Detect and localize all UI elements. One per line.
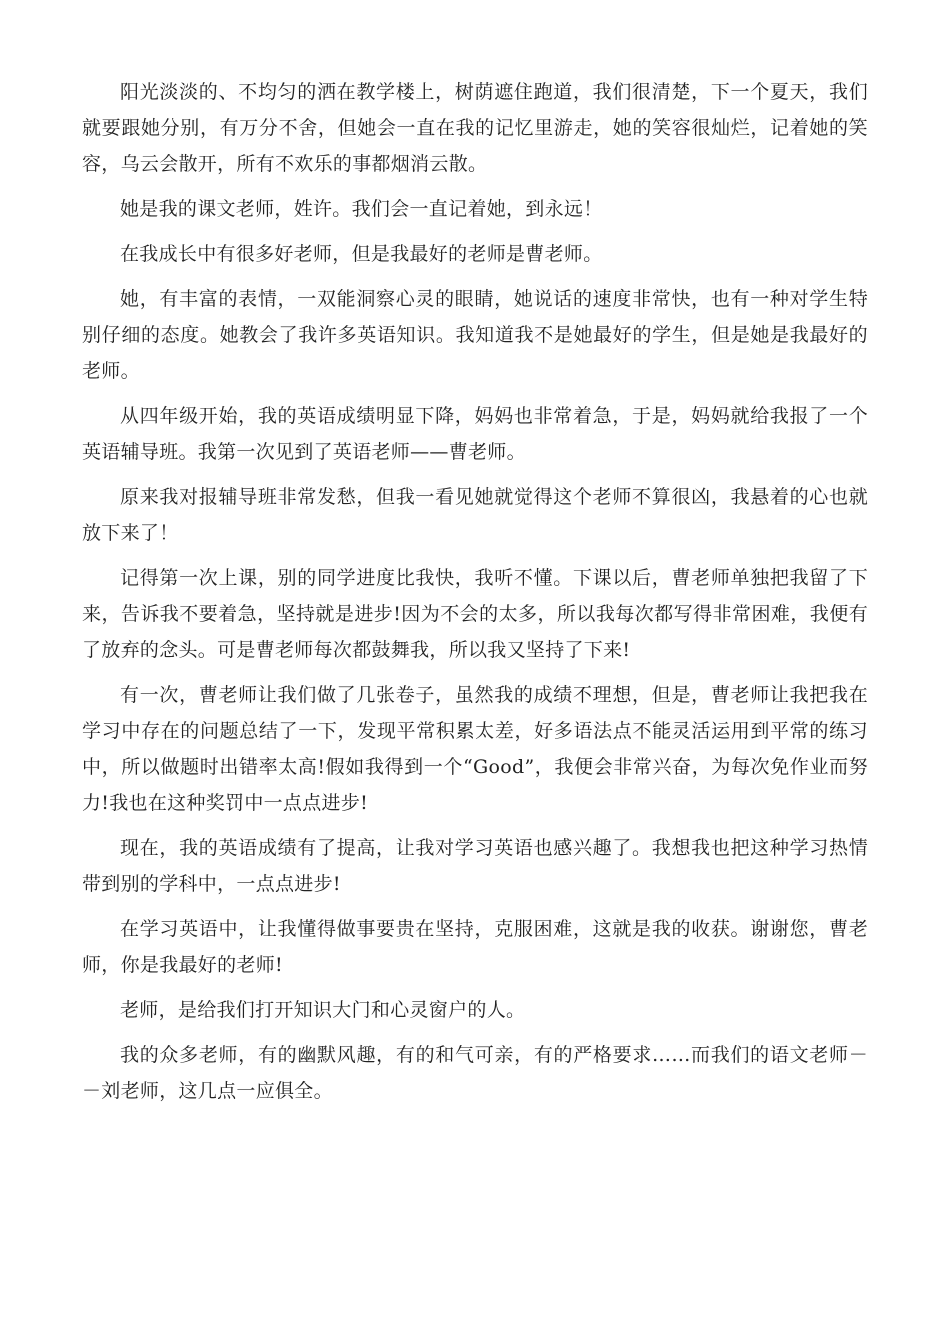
paragraph: 阳光淡淡的、不均匀的洒在教学楼上，树荫遮住跑道，我们很清楚，下一个夏天，我们就要跟她分别，有万分不舍，但她会一直在我的记忆里游走，她的笑容很灿烂，记着她的笑容，乌云会散开，所有不欢乐的事都烟消云散。 <box>82 81 868 175</box>
paragraph: 原来我对报辅导班非常发愁，但我一看见她就觉得这个老师不算很凶，我悬着的心也就放下来了！ <box>82 486 868 544</box>
document-body <box>82 74 868 1118</box>
paragraph: 在我成长中有很多好老师，但是我最好的老师是曹老师。 <box>120 243 603 265</box>
paragraph: 老师，是给我们打开知识大门和心灵窗户的人。 <box>120 999 526 1021</box>
paragraph: 记得第一次上课，别的同学进度比我快，我听不懂。下课以后，曹老师单独把我留了下来，告诉我不要着急，坚持就是进步!因为不会的太多，所以我每次都写得非常困难，我便有了放弃的念头。可是曹老师每次都鼓舞我，所以我又坚持了下来! <box>82 567 868 661</box>
paragraph: 我的众多老师，有的幽默风趣，有的和气可亲，有的严格要求……而我们的语文老师－－刘老师，这几点一应俱全。 <box>82 1044 868 1102</box>
paragraph: 从四年级开始，我的英语成绩明显下降，妈妈也非常着急，于是，妈妈就给我报了一个英语辅导班。我第一次见到了英语老师——曹老师。 <box>82 405 868 463</box>
paragraph: 有一次，曹老师让我们做了几张卷子，虽然我的成绩不理想，但是，曹老师让我把我在学习中存在的问题总结了一下，发现平常积累太差，好多语法点不能灵活运用到平常的练习中，所以做题时出错率太高!假如我得到一个“Good”，我便会非常兴奋，为每次免作业而努力!我也在这种奖罚中一点点进步! <box>82 684 868 814</box>
paragraph: 她是我的课文老师，姓许。我们会一直记着她，到永远！ <box>120 198 603 220</box>
paragraph: 她，有丰富的表情，一双能洞察心灵的眼睛，她说话的速度非常快，也有一种对学生特别仔细的态度。她教会了我许多英语知识。我知道我不是她最好的学生，但是她是我最好的老师。 <box>82 288 868 382</box>
paragraph: 在学习英语中，让我懂得做事要贵在坚持，克服困难，这就是我的收获。谢谢您，曹老师，你是我最好的老师! <box>82 918 868 976</box>
paragraph: 现在，我的英语成绩有了提高，让我对学习英语也感兴趣了。我想我也把这种学习热情带到别的学科中，一点点进步! <box>82 837 868 895</box>
